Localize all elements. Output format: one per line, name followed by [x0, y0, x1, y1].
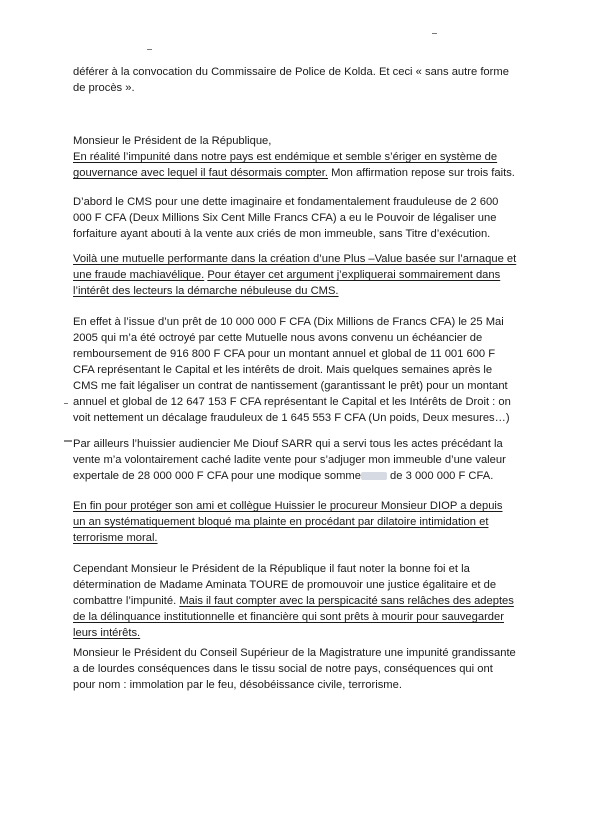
paragraph-7: [73, 561, 518, 641]
paragraph-4: [73, 314, 518, 426]
scan-mark-margin-2: [64, 440, 72, 442]
paragraph-3-segment-0: Voilà une mutuelle performante dans la création d’une Plus –Value basée sur l’arnaque et une fraude machiavélique.: [73, 253, 517, 281]
paragraph-0-segment-0: déférer à la convocation du Commissaire de Police de Kolda. Et ceci « sans autre forme de procès ».: [73, 66, 509, 94]
paragraph-1-segment-1: En réalité l’impunité dans notre pays est endémique et semble s’ériger en système de gouvernance avec lequel il faut désormais compter.: [73, 151, 498, 179]
paragraph-0: [73, 64, 518, 96]
paragraph-6-segment-0: En fin pour protéger son ami et collègue Huissier le procureur Monsieur DIOP a depuis un an systématiquement bloqué ma plainte en procédant par dilatoire intimidation et terrorisme moral.: [73, 500, 503, 544]
paragraph-3-segment-2: Pour étayer cet argument j’expliquerai sommairement dans l’intérêt des lecteurs la démarche nébuleuse du CMS.: [73, 269, 501, 297]
paragraph-8: [73, 645, 518, 693]
ink-smudge: [361, 472, 387, 480]
paragraph-2-segment-0: D’abord le CMS pour une dette imaginaire et fondamentalement frauduleuse de 2 600 000 F CFA (Deux Millions Six Cent Mille Francs CFA) a eu le Pouvoir de légaliser une forfaiture ayant abouti à la vente aux criés de mon immeuble, sans Titre d’exécution.: [73, 196, 499, 240]
paragraph-1-segment-0: Monsieur le Président de la République,: [73, 135, 272, 147]
paragraph-5-segment-0: Par ailleurs l’huissier audiencier Me Diouf SARR qui a servi tous les actes précédant la vente m’a volontairement caché ladite vente pour s’adjuger mon immeuble d’une valeur expertale de 28 000 000 F CFA pour une modique somme: [73, 438, 506, 482]
scan-mark-top-right: [432, 33, 437, 34]
paragraph-1-segment-2: Mon affirmation repose sur trois faits.: [327, 167, 515, 179]
paragraph-8-segment-0: Monsieur le Président du Conseil Supérieur de la Magistrature une impunité grandissante a de lourdes conséquences dans le tissu social de notre pays, conséquences qui ont pour nom : immolation par le feu, désobéissance civile, terrorisme.: [73, 647, 516, 691]
paragraph-5: [73, 436, 518, 484]
paragraph-6: [73, 498, 518, 546]
paragraph-3: [73, 251, 518, 299]
paragraph-5-segment-2: de 3 000 000 F CFA.: [386, 470, 494, 482]
scan-mark-margin: [64, 403, 68, 404]
paragraph-1: [73, 133, 518, 181]
paragraph-4-segment-0: En effet à l’issue d’un prêt de 10 000 000 F CFA (Dix Millions de Francs CFA) le 25 Mai 2005 qui m’a été octroyé par cette Mutuelle nous avons convenu un échéancier de remboursement de 916 800 F CFA pour un montant annuel et global de 11 001 600 F CFA représentant le Capital et les intérêts de droit. Mais quelques semaines après le CMS me fait légaliser un contrat de nantissement (garantissant le prêt) pour un montant annuel et global de 12 647 153 F CFA représentant le Capital et les Intérêts de Droit : on voit nettement un décalage frauduleux de 1 645 553 F CFA (Un poids, Deux mesures…): [73, 316, 511, 424]
scan-mark-top-left: [147, 49, 152, 50]
paragraph-2: [73, 194, 518, 242]
paragraph-7-segment-1: Mais il faut compter avec la perspicacité sans relâches des adeptes de la délinquance institutionnelle et financière qui sont prêts à mourir pour sauvegarder leurs intérêts.: [73, 595, 514, 639]
paragraph-7-segment-0: Cependant Monsieur le Président de la République il faut noter la bonne foi et la détermination de Madame Aminata TOURE de promouvoir une justice égalitaire et de combattre l’impunité.: [73, 563, 497, 607]
